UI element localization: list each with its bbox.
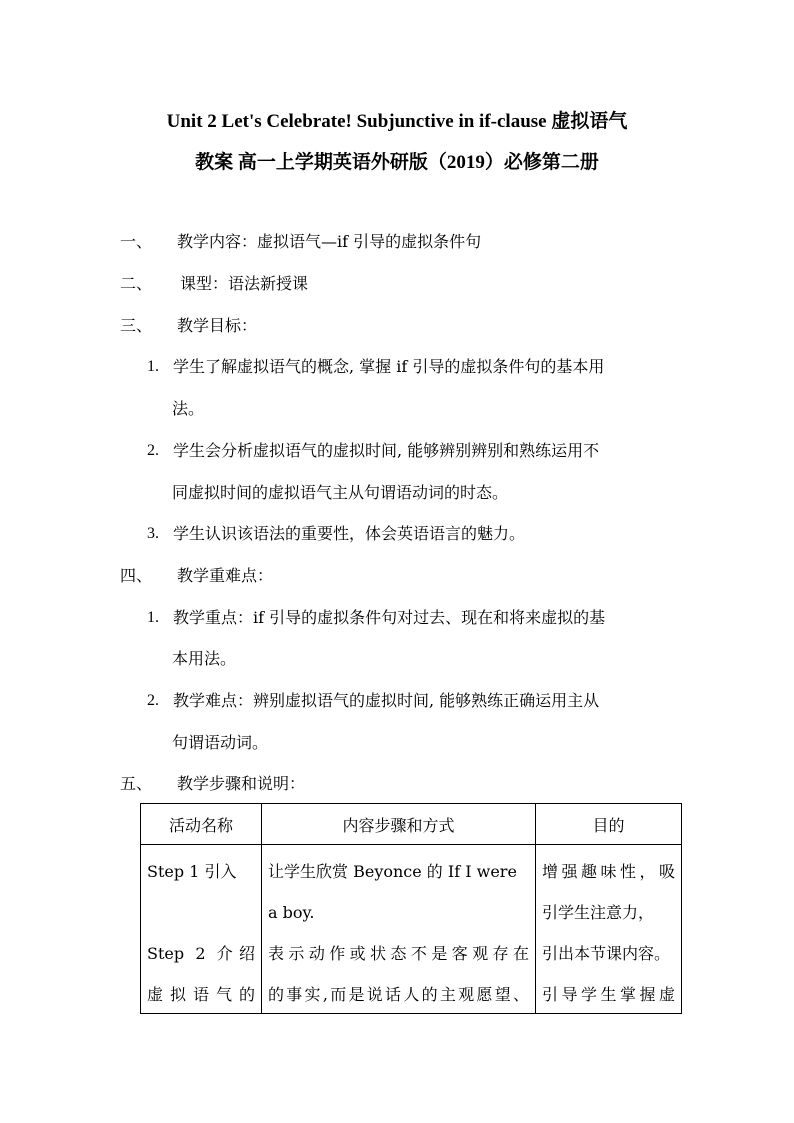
purpose-cell — [536, 845, 682, 1014]
cell-line: Step 2 介绍 — [147, 944, 255, 963]
section-number: 五、 — [120, 774, 153, 793]
cell-line: 表示动作或状态不是客观存在 — [268, 944, 529, 963]
cell-line: Step 1 引入 — [147, 862, 237, 881]
cell-line — [147, 892, 255, 933]
list-number: 1. — [147, 358, 159, 375]
list-text: 本用法。 — [172, 649, 237, 668]
cell-line: 的事实,而是说话人的主观愿望、 — [268, 985, 529, 1004]
cell-line: 引导学生掌握虚 — [542, 985, 675, 1004]
list-number: 3. — [147, 525, 159, 542]
list-text: 法。 — [172, 399, 205, 418]
header-content-steps: 内容步骤和方式 — [262, 804, 536, 845]
section-heading: 教学步骤和说明： — [177, 774, 306, 793]
list-text: 学生了解虚拟语气的概念, 掌握 if 引导的虚拟条件句的基本用 — [173, 357, 605, 376]
section-heading: 教学内容：虚拟语气—if 引导的虚拟条件句 — [177, 232, 482, 251]
section-number: 一、 — [120, 232, 153, 251]
list-text: 教学重点：if 引导的虚拟条件句对过去、现在和将来虚拟的基 — [173, 608, 606, 627]
table-header-row — [141, 804, 682, 845]
table-row — [141, 845, 682, 1014]
section-heading: 课型：语法新授课 — [180, 274, 309, 293]
list-number: 2. — [147, 442, 159, 459]
document-title-line-1: Unit 2 Let's Celebrate! Subjunctive in if-clause 虚拟语气 — [166, 111, 628, 132]
header-purpose: 目的 — [536, 804, 682, 845]
section-heading: 教学目标： — [177, 316, 258, 335]
section-heading: 教学重难点： — [177, 566, 274, 585]
section-number: 二、 — [120, 274, 153, 293]
list-text: 同虚拟时间的虚拟语气主从句谓语动词的时态。 — [172, 483, 509, 502]
list-number: 1. — [147, 609, 159, 626]
activity-cell — [141, 845, 262, 1014]
header-activity-name: 活动名称 — [141, 804, 262, 845]
cell-line: 虚拟语气的 — [147, 985, 255, 1004]
list-text: 学生会分析虚拟语气的虚拟时间, 能够辨别辨别和熟练运用不 — [173, 441, 600, 460]
list-text: 句谓语动词。 — [172, 733, 269, 752]
list-text: 教学难点：辨别虚拟语气的虚拟时间, 能够熟练正确运用主从 — [173, 691, 600, 710]
section-number: 三、 — [120, 316, 153, 335]
content-cell — [262, 845, 536, 1014]
list-text: 学生认识该语法的重要性，体会英语语言的魅力。 — [173, 524, 526, 543]
list-number: 2. — [147, 692, 159, 709]
cell-line: 增强趣味性，吸 — [542, 862, 675, 881]
cell-line: 让学生欣赏 Beyonce 的 If I were — [268, 862, 517, 881]
section-number: 四、 — [120, 566, 153, 585]
cell-line: 引学生注意力， — [542, 903, 655, 922]
document-title-line-2: 教案 高一上学期英语外研版（2019）必修第二册 — [195, 152, 599, 173]
cell-line: 引出本节课内容。 — [542, 944, 671, 963]
cell-line: a boy. — [268, 903, 315, 922]
teaching-steps-table — [140, 803, 682, 1014]
